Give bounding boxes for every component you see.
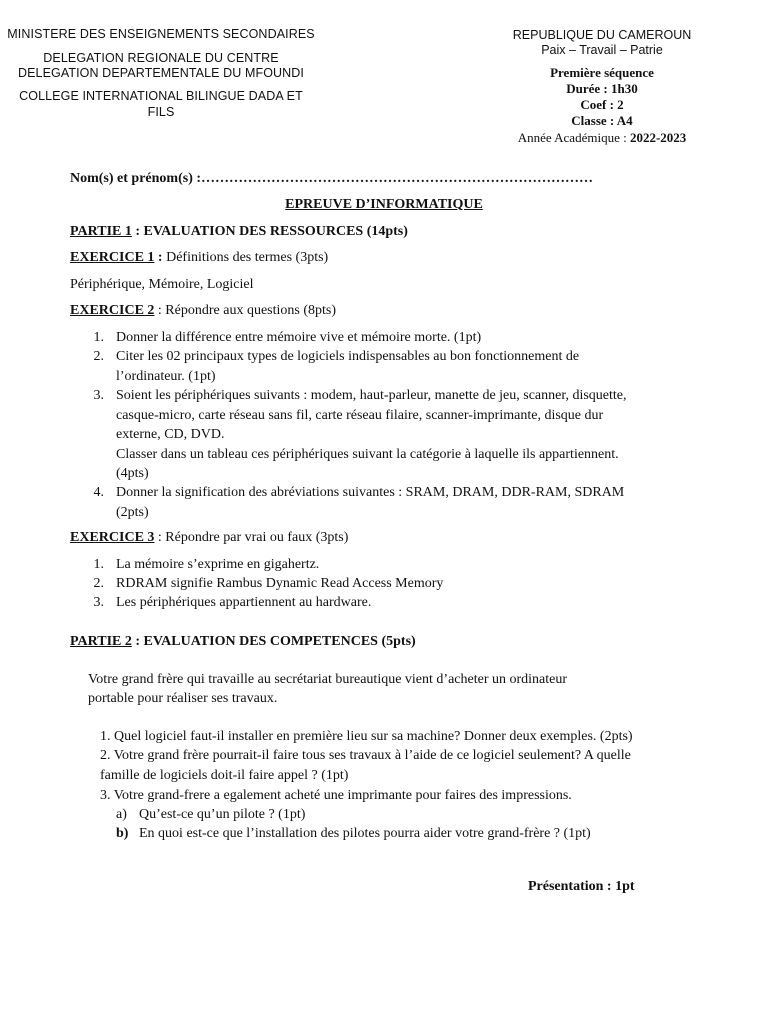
- motto-line: Paix – Travail – Patrie: [541, 43, 663, 57]
- ex2-item-number: 4.: [93, 485, 104, 500]
- exercise1-terms: Périphérique, Mémoire, Logiciel: [70, 277, 254, 292]
- sequence-label: Première séquence: [550, 65, 654, 80]
- presentation-points: Présentation : 1pt: [528, 879, 635, 894]
- part1-heading: [70, 222, 408, 242]
- academic-year-label: Année Académique :: [517, 130, 630, 145]
- part1-text: : EVALUATION DES RESSOURCES (14pts): [131, 224, 408, 239]
- context-line1: Votre grand frère qui travaille au secrétariat bureautique vient d’acheter un ordinateur: [88, 672, 568, 687]
- part2-text: : EVALUATION DES COMPETENCES (5pts): [131, 634, 416, 649]
- ex3-item-text: RDRAM signifie Rambus Dynamic Read Access Memory: [116, 576, 444, 591]
- ex2-item-text: Citer les 02 principaux types de logiciels indispensables au bon fonctionnement de: [116, 349, 580, 364]
- ex2-item-text: (4pts): [116, 466, 149, 481]
- exercise1-heading: [70, 248, 328, 268]
- question-3a-marker: a): [116, 807, 127, 822]
- question-1: 1. Quel logiciel faut-il installer en première lieu sur sa machine? Donner deux exemples. (2pts): [100, 729, 633, 744]
- context-line2: portable pour réaliser ses travaux.: [88, 691, 278, 706]
- school-name-line1: COLLEGE INTERNATIONAL BILINGUE DADA ET: [19, 89, 303, 103]
- duration-label: Durée : 1h30: [566, 81, 638, 96]
- ex2-item-text: Donner la signification des abréviations suivantes : SRAM, DRAM, DDR-RAM, SDRAM: [116, 485, 625, 500]
- class-label: Classe : A4: [571, 113, 633, 128]
- question-2-line2: famille de logiciels doit-il faire appel ? (1pt): [100, 768, 349, 783]
- ex3-item-text: La mémoire s’exprime en gigahertz.: [116, 557, 320, 572]
- ex3-item-number: 3.: [93, 595, 104, 610]
- ex2-item-text: Donner la différence entre mémoire vive et mémoire morte. (1pt): [116, 330, 482, 345]
- ex2-item-number: 1.: [93, 330, 104, 345]
- part2-label: PARTIE 2: [70, 634, 132, 649]
- ministry-line: MINISTERE DES ENSEIGNEMENTS SECONDAIRES: [7, 27, 315, 41]
- part1-label: PARTIE 1: [70, 224, 132, 239]
- coefficient-label: Coef : 2: [580, 97, 624, 112]
- exercise2-label: EXERCICE 2: [70, 303, 155, 318]
- school-name-line2: FILS: [147, 105, 175, 119]
- question-3b-marker: b): [116, 826, 129, 841]
- exercise1-text: Définitions des termes (3pts): [162, 250, 329, 265]
- exercise1-label: EXERCICE 1: [70, 250, 155, 265]
- republic-line: REPUBLIQUE DU CAMEROUN: [512, 28, 692, 42]
- ex2-item-text: (2pts): [116, 504, 149, 520]
- name-field-line: Nom(s) et prénom(s) :…………………………………………………………………………: [70, 171, 594, 186]
- exercise2-text: : Répondre aux questions (8pts): [154, 303, 336, 318]
- ex2-item-text: l’ordinateur. (1pt): [116, 368, 216, 384]
- ex2-item-text: Classer dans un tableau ces périphériques suivant la catégorie à laquelle ils appartiennent.: [116, 446, 619, 462]
- exam-title: EPREUVE D’INFORMATIQUE: [285, 197, 483, 212]
- exercise1-colon: :: [154, 250, 163, 265]
- ex3-item-number: 1.: [93, 557, 104, 572]
- ex3-item-text: Les périphériques appartiennent au hardware.: [116, 595, 372, 610]
- question-3a-text: Qu’est-ce qu’un pilote ? (1pt): [139, 807, 306, 822]
- exercise3-text: : Répondre par vrai ou faux (3pts): [154, 530, 349, 545]
- question-3b-text: En quoi est-ce que l’installation des pilotes pourra aider votre grand-frère ? (1pt): [139, 826, 591, 841]
- ex2-item-number: 2.: [93, 349, 104, 364]
- academic-year: [488, 130, 716, 147]
- exercise3-label: EXERCICE 3: [70, 530, 155, 545]
- ex3-item-number: 2.: [93, 576, 104, 591]
- exercise3-heading: [70, 528, 348, 548]
- exercise2-heading: [70, 301, 336, 321]
- regional-delegation-line: DELEGATION REGIONALE DU CENTRE: [43, 51, 279, 65]
- part2-heading: [70, 632, 416, 652]
- ex2-item-text: externe, CD, DVD.: [116, 427, 225, 442]
- question-3: 3. Votre grand-frere a egalement acheté une imprimante pour faires des impressions.: [100, 788, 572, 803]
- ex2-item-text: casque-micro, carte réseau sans fil, carte réseau filaire, scanner-imprimante, disque dur: [116, 407, 604, 423]
- question-2-line1: 2. Votre grand frère pourrait-il faire tous ses travaux à l’aide de ce logiciel seulement? A quelle: [100, 748, 631, 763]
- ex2-item-number: 3.: [93, 388, 104, 403]
- ex2-item-text: Soient les périphériques suivants : modem, haut-parleur, manette de jeu, scanner, disquette,: [116, 388, 627, 403]
- departmental-delegation-line: DELEGATION DEPARTEMENTALE DU MFOUNDI: [17, 66, 305, 80]
- academic-year-value: 2022-2023: [629, 130, 687, 145]
